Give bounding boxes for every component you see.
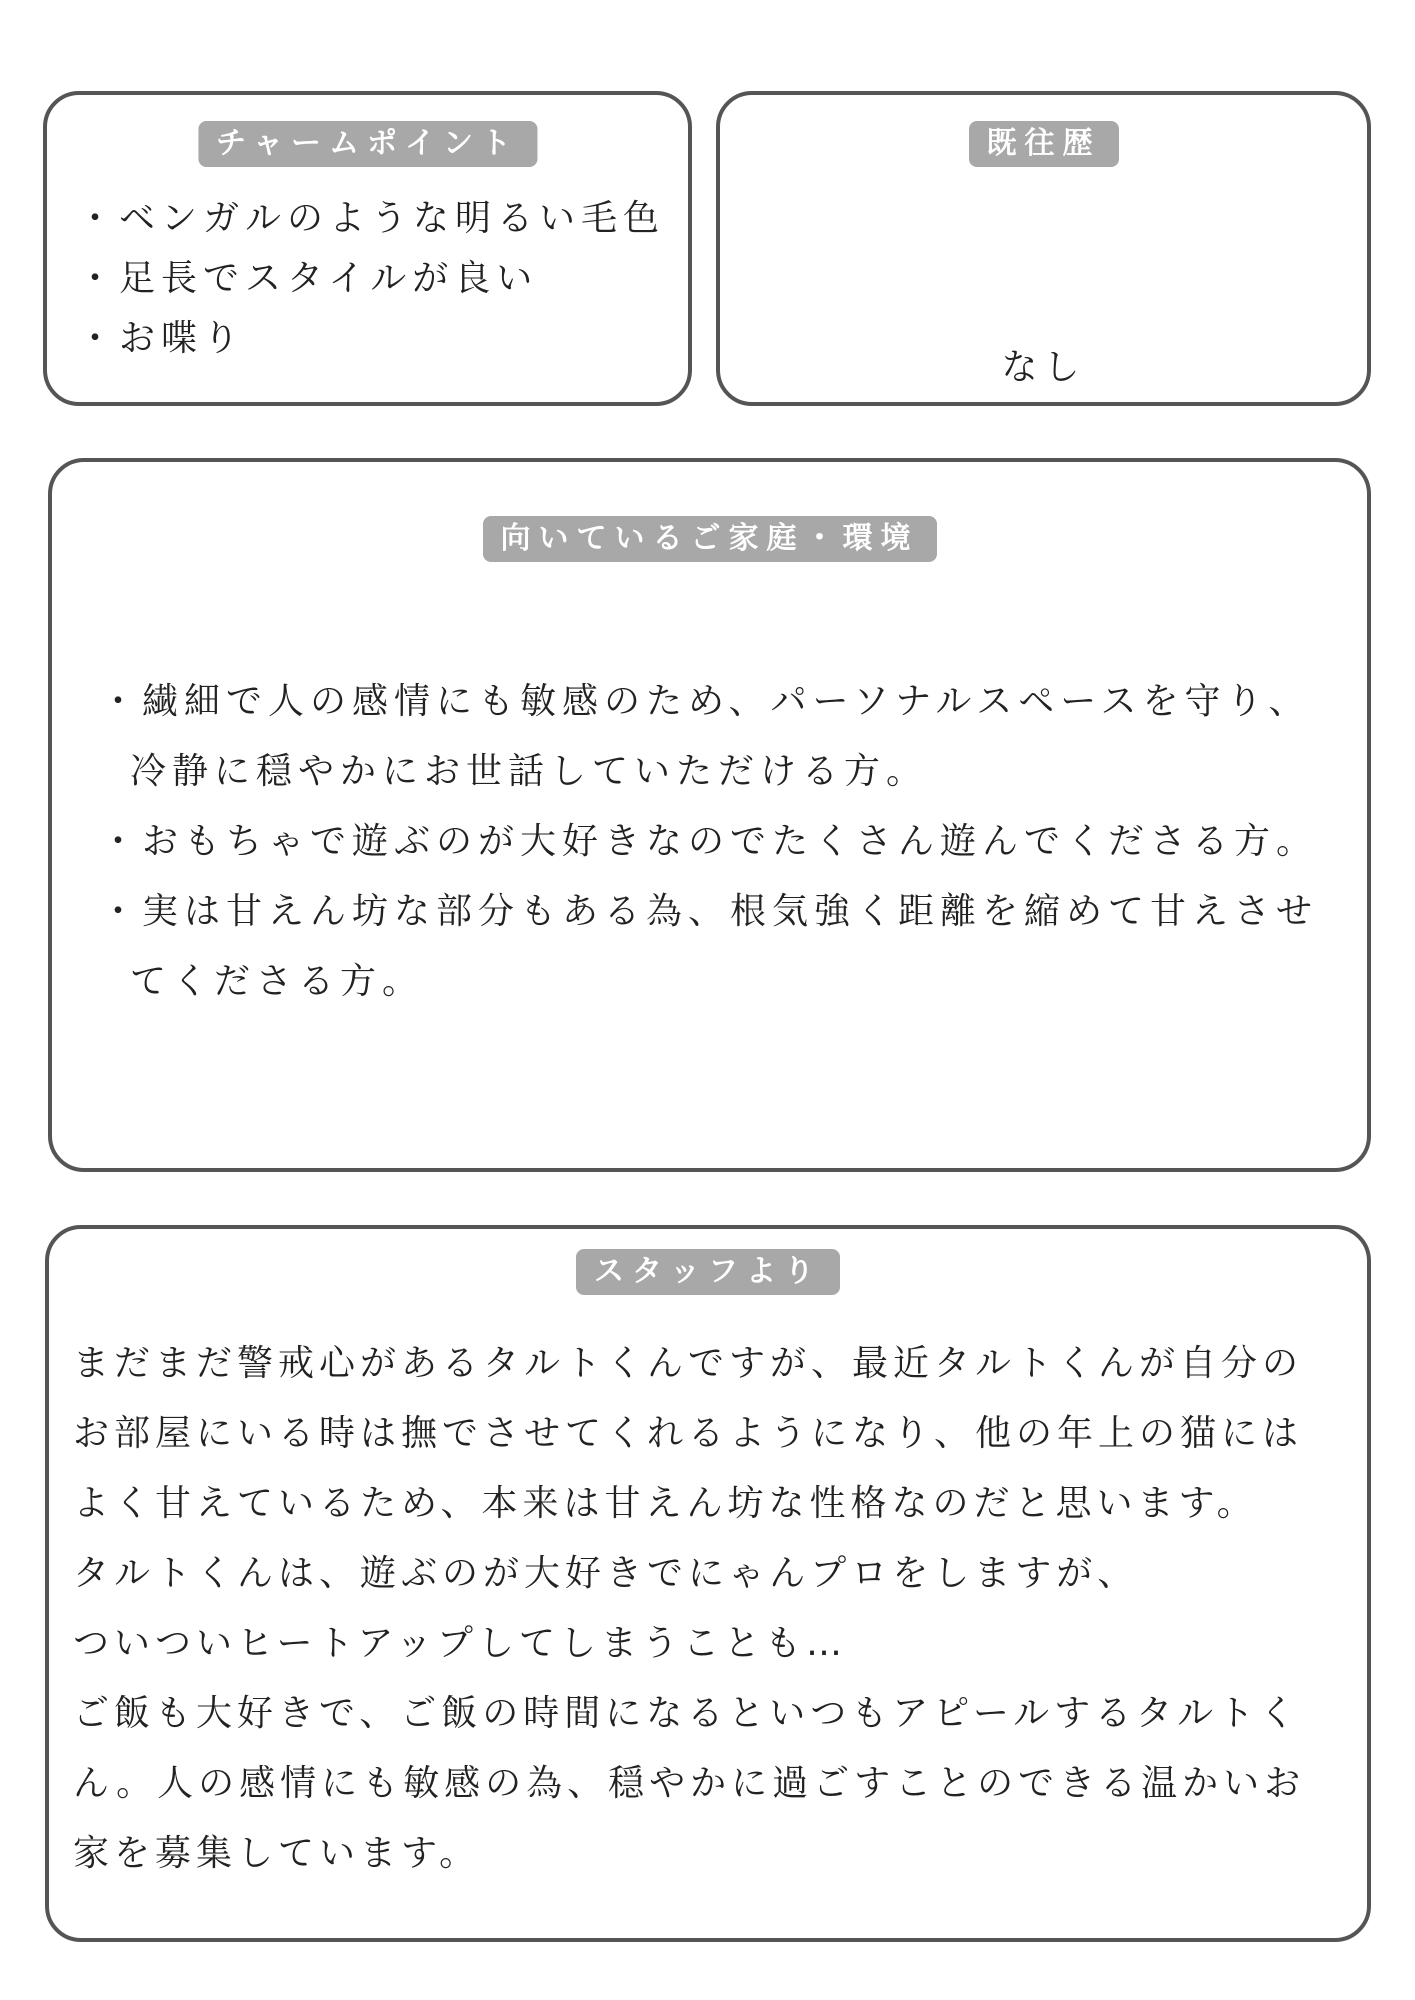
staff-note-line: まだまだ警戒心があるタルトくんですが、最近タルトくんが自分の [73,1343,1304,1384]
staff-note-line: タルトくんは、遊ぶのが大好きでにゃんプロをしますが、 [73,1553,1139,1594]
list-item-line: ・実は甘えん坊な部分もある為、根気強く距離を縮めて甘えさせ [100,891,1319,932]
staff-note-heading: スタッフより [576,1249,840,1295]
staff-note-line: お部屋にいる時は撫でさせてくれるようになり、他の年上の猫には [73,1413,1304,1454]
medical-history-box [716,91,1371,406]
charm-point-heading: チャームポイント [198,121,537,167]
list-item [100,667,1318,807]
staff-note-line: ん。人の感情にも敏感の為、穏やかに過ごすことのできる温かいお [73,1763,1306,1804]
charm-point-list [77,189,665,369]
medical-history-value: なし [1001,347,1086,388]
list-item [100,877,1318,1017]
list-item: ・ベンガルのような明るい毛色 [77,198,666,239]
suitable-home-box [48,458,1371,1172]
list-item [100,807,1318,877]
staff-note-body [73,1329,1305,1889]
staff-note-box [45,1225,1371,1942]
charm-point-box [43,91,692,406]
staff-note-line: ご飯も大好きで、ご飯の時間になるといつもアピールするタルトく [73,1693,1301,1734]
list-item-continuation: てくださる方。 [130,961,425,1002]
list-item: ・お喋り [77,318,246,359]
medical-history-heading: 既往歴 [969,121,1119,167]
list-item-line: ・繊細で人の感情にも敏感のため、パーソナルスペースを守り、 [100,681,1311,722]
suitable-home-heading: 向いているご家庭・環境 [483,516,937,562]
staff-note-line: ついついヒートアップしてしまうことも… [73,1623,847,1664]
staff-note-line: よく甘えているため、本来は甘えん坊な性格なのだと思います。 [73,1483,1258,1524]
staff-note-line: 家を募集しています。 [73,1833,481,1874]
list-item: ・足長でスタイルが良い [77,258,539,299]
list-item-line: ・おもちゃで遊ぶのが大好きなのでたくさん遊んでくださる方。 [100,821,1319,862]
suitable-home-list [100,667,1318,1017]
list-item-continuation: 冷静に穏やかにお世話していただける方。 [130,751,929,792]
